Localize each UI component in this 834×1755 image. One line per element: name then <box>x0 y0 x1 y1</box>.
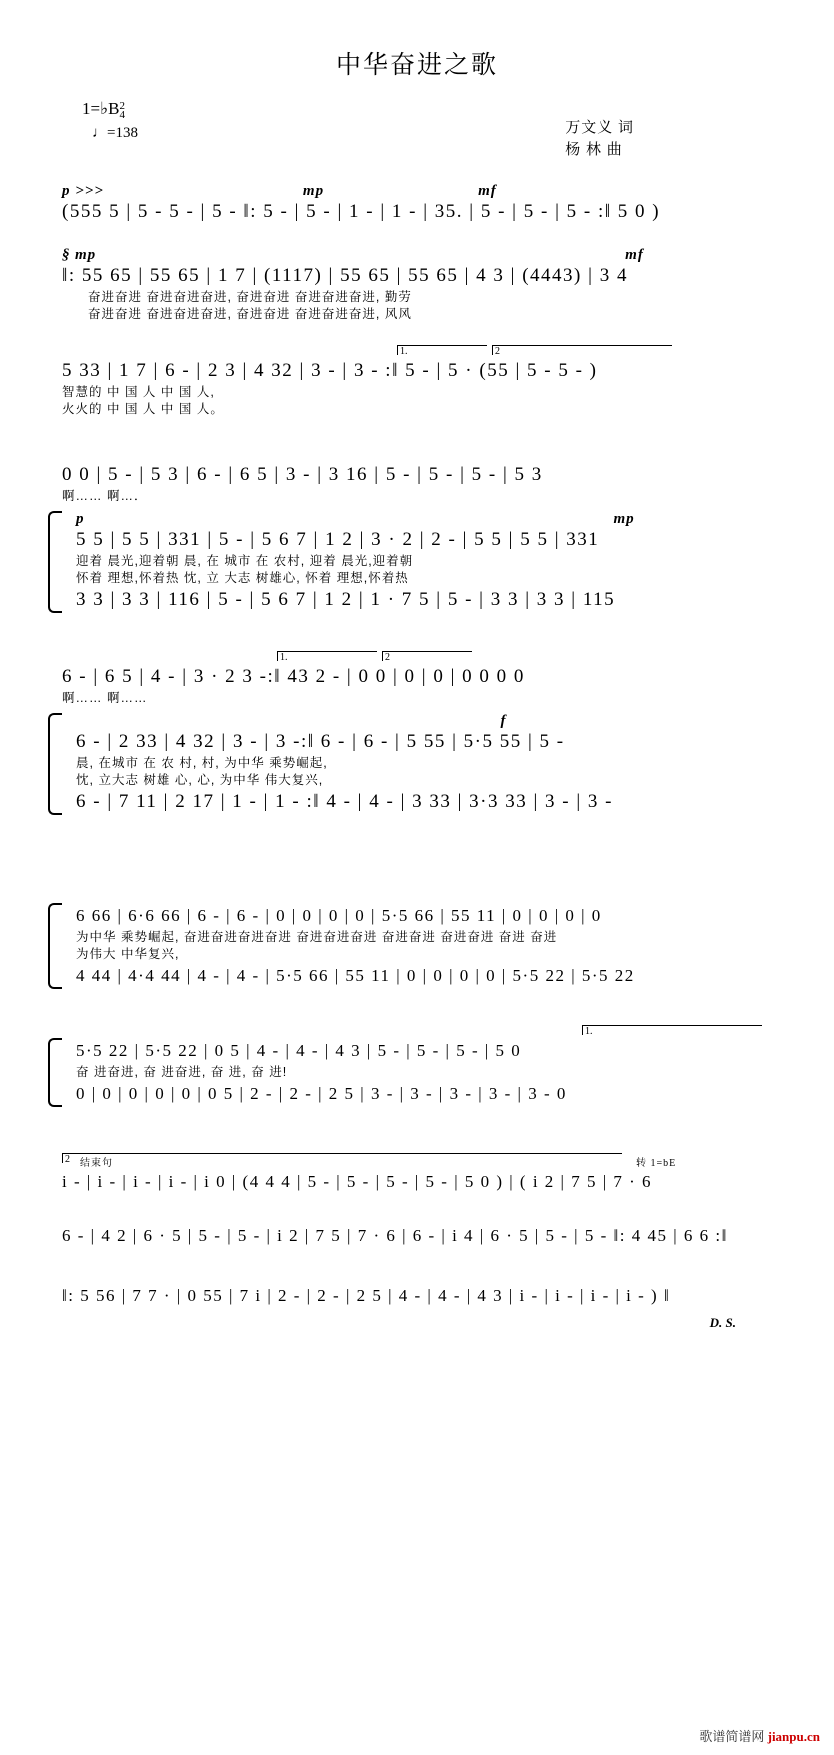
ending-bracket-2-chorus: 2 <box>382 651 472 661</box>
footer-prefix: 歌谱简谱网 <box>699 1729 765 1744</box>
composer: 杨 林 曲 <box>565 142 623 158</box>
lyric-chorus-a-1: 迎着 晨光,迎着朝 晨, 在 城市 在 农村, 迎着 晨光,迎着朝 <box>76 554 414 568</box>
dynamics-row-chorus-a <box>76 511 776 527</box>
system-coda <box>62 1143 776 1195</box>
staff-brace-3 <box>48 903 62 989</box>
footer-site: jianpu.cn <box>767 1729 820 1744</box>
time-signature-top: 2 <box>119 100 125 112</box>
dynamics-row-verse-1 <box>62 247 776 263</box>
section-label-coda: 结束句 <box>80 1158 113 1169</box>
notes-chorus-a-bot: 3 3 | 3 3 | 116 | 5 - | 5 6 7 | 1 2 | 1 · 7 5 | 5 - | 3 3 | 3 3 | 115 <box>76 589 616 610</box>
dynamic-mf: mf <box>478 183 497 199</box>
score-header <box>0 99 834 169</box>
system-intro <box>62 173 776 225</box>
lyric-line-1: 奋进奋进 奋进奋进奋进, 奋进奋进 奋进奋进奋进, 勤劳 <box>88 290 412 304</box>
system-coda-2 <box>62 1213 776 1249</box>
system-chorus-b <box>62 641 776 815</box>
system-chorus-d <box>62 1015 776 1107</box>
staff-brace-4 <box>48 1038 62 1107</box>
notes-verse-1: ‖: 55 65 | 55 65 | 1 7 | (1117) | 55 65 | 55 65 | 4 3 | (4443) | 3 4 <box>62 265 628 286</box>
brace-group-chorus-a <box>62 511 776 613</box>
dynamics-row-intro <box>62 183 776 199</box>
lyric-chorus-c-1: 为中华 乘势崛起, 奋进奋进奋进奋进 奋进奋进奋进 奋进奋进 奋进奋进 奋进 奋进 <box>76 930 558 944</box>
ending-brackets-chorus-b <box>62 651 776 664</box>
dynamic-f-chorus: f <box>500 713 507 729</box>
lyric-chorus-a-top: 啊…… 啊…． <box>62 489 148 503</box>
dynamic-p-chorus: p <box>76 511 85 527</box>
dynamic-mf-verse: mf <box>625 247 644 263</box>
ending-bracket-2: 2 <box>492 345 672 355</box>
notes-chorus-c-bot: 4 44 | 4·4 44 | 4 - | 4 - | 5·5 66 | 55 11 | 0 | 0 | 0 | 0 | 5·5 22 | 5·5 22 <box>76 966 635 985</box>
ending-bracket-1: 1. <box>397 345 487 355</box>
staff-brace <box>48 511 62 613</box>
ds-marking: D. S. <box>709 1315 736 1330</box>
footer-watermark <box>699 1726 820 1745</box>
notes-chorus-c-top: 6 66 | 6·6 66 | 6 - | 6 - | 0 | 0 | 0 | 0 | 5·5 66 | 55 11 | 0 | 0 | 0 | 0 <box>76 906 602 925</box>
lyric-line-4: 火火的 中 国 人 中 国 人。 <box>62 402 224 416</box>
modulation-label: 转 1=bE <box>636 1158 677 1169</box>
notes-verse-1b: 5 33 | 1 7 | 6 - | 2 3 | 4 32 | 3 - | 3 - :‖ 5 - | 5 · (55 | 5 - 5 - ) <box>62 360 598 381</box>
coda-header <box>62 1153 776 1169</box>
dynamics-row-chorus-b <box>76 713 776 729</box>
time-signature <box>119 102 125 120</box>
brace-group-chorus-d <box>62 1038 776 1107</box>
time-signature-bottom: 4 <box>119 109 125 121</box>
system-chorus-c <box>62 893 776 989</box>
staff-brace-2 <box>48 713 62 815</box>
ending-bracket-1-chorus: 1. <box>277 651 377 661</box>
credits <box>565 117 634 161</box>
notes-intro: (555 5 | 5 - 5 - | 5 - ‖: 5 - | 5 - | 1 - | 1 - | 35. | 5 - | 5 - | 5 - :‖ 5 0 ) <box>62 201 661 222</box>
key-signature-text: 1=♭B <box>82 99 120 118</box>
key-signature <box>82 99 125 120</box>
system-chorus-a <box>62 452 776 613</box>
ending-bracket-1-chorus-d: 1. <box>582 1025 762 1035</box>
notes-chorus-d-bot: 0 | 0 | 0 | 0 | 0 | 0 5 | 2 - | 2 - | 2 5 | 3 - | 3 - | 3 - | 3 - | 3 - 0 <box>76 1084 567 1103</box>
ending-brackets-chorus-d <box>62 1025 776 1038</box>
notes-chorus-b-top: 6 - | 6 5 | 4 - | 3 · 2 3 -:‖ 43 2 - | 0 0 | 0 | 0 | 0 0 0 0 <box>62 666 525 687</box>
notes-coda-3: ‖: 5 56 | 7 7 · | 0 55 | 7 i | 2 - | 2 - | 2 5 | 4 - | 4 - | 4 3 | i - | i - | i - | i - ) ‖ <box>62 1286 671 1305</box>
system-verse-1 <box>62 237 776 323</box>
brace-group-chorus-b <box>62 713 776 815</box>
segno-sign: § <box>62 247 71 263</box>
notes-coda: i - | i - | i - | i - | i 0 | (4 4 4 | 5 - | 5 - | 5 - | 5 - | 5 0 ) | ( i 2 | 7 5 | 7 · 6 <box>62 1172 653 1191</box>
notes-chorus-b-bot: 6 - | 7 11 | 2 17 | 1 - | 1 - :‖ 4 - | 4 - | 3 33 | 3·3 33 | 3 - | 3 - <box>76 791 614 812</box>
lyric-chorus-a-2: 怀着 理想,怀着热 忱, 立 大志 树雄心, 怀着 理想,怀着热 <box>76 571 409 585</box>
ending-brackets-verse-1b <box>62 345 776 358</box>
lyric-line-2: 奋进奋进 奋进奋进奋进, 奋进奋进 奋进奋进奋进, 风风 <box>88 307 412 321</box>
lyric-chorus-b-1: 晨, 在城市 在 农 村, 村, 为中华 乘势崛起, <box>76 756 328 770</box>
staff-area <box>0 173 834 1331</box>
dynamic-mp-verse: mp <box>75 247 97 263</box>
lyric-chorus-c-2: 为伟大 中华复兴, <box>76 947 180 961</box>
brace-group-chorus-c <box>62 903 776 989</box>
notes-chorus-a-top: 0 0 | 5 - | 5 3 | 6 - | 6 5 | 3 - | 3 16 | 5 - | 5 - | 5 - | 5 3 <box>62 464 543 485</box>
lyric-chorus-b-top: 啊…… 啊…… <box>62 691 148 705</box>
dynamic-mp: mp <box>302 183 325 199</box>
ending-bracket-2-coda: 2 <box>62 1153 622 1163</box>
notes-chorus-d-top: 5·5 22 | 5·5 22 | 0 5 | 4 - | 4 - | 4 3 | 5 - | 5 - | 5 - | 5 0 <box>76 1041 522 1060</box>
lyric-chorus-b-2: 忱, 立大志 树雄 心, 心, 为中华 伟大复兴, <box>76 773 324 787</box>
notes-chorus-b-mid: 6 - | 2 33 | 4 32 | 3 - | 3 -:‖ 6 - | 6 - | 5 55 | 5·5 55 | 5 - <box>76 731 565 752</box>
page-title: 中华奋进之歌 <box>335 52 498 79</box>
notes-chorus-a-mid: 5 5 | 5 5 | 331 | 5 - | 5 6 7 | 1 2 | 3 · 2 | 2 - | 5 5 | 5 5 | 331 <box>76 529 600 550</box>
lyric-chorus-d: 奋 进奋进, 奋 进奋进, 奋 进, 奋 进! <box>76 1065 288 1079</box>
dynamic-mp-chorus: mp <box>613 511 635 527</box>
dynamic-p: p >>> <box>62 183 104 199</box>
system-coda-3 <box>62 1273 776 1331</box>
lyricist: 万文义 词 <box>565 120 634 136</box>
system-verse-1b <box>62 335 776 418</box>
tempo-marking: ♩=138 <box>92 125 138 141</box>
notes-coda-2: 6 - | 4 2 | 6 · 5 | 5 - | 5 - | i 2 | 7 5 | 7 · 6 | 6 - | i 4 | 6 · 5 | 5 - | 5 - ‖: 4 45 | 6 6 :‖ <box>62 1226 728 1245</box>
lyric-line-3: 智慧的 中 国 人 中 国 人, <box>62 385 215 399</box>
